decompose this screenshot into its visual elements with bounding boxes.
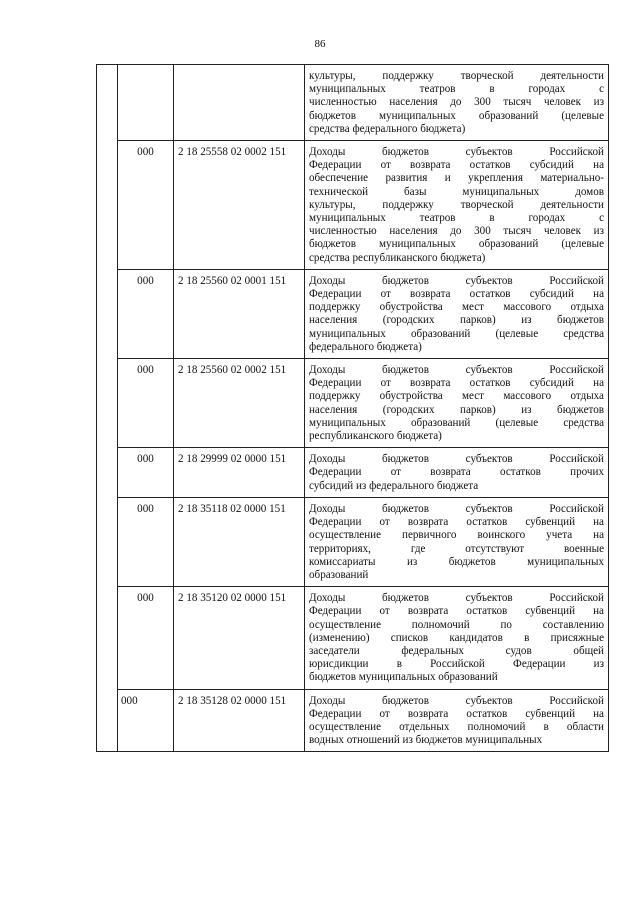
description-line: муниципальных образований (целевые средства xyxy=(309,416,604,429)
table-row xyxy=(97,65,609,141)
table-row xyxy=(97,269,609,358)
income-description-cell xyxy=(305,65,609,141)
admin-code-cell: 000 xyxy=(118,141,174,270)
description-line: Доходы бюджетов субъектов Российской xyxy=(309,694,604,707)
description-line: Доходы бюджетов субъектов Российской xyxy=(309,502,604,515)
description-line: муниципальных театров в городах с xyxy=(309,83,604,96)
description-line: субсидий из федерального бюджета xyxy=(309,479,479,492)
description-line: федерального бюджета) xyxy=(309,340,422,353)
table-row xyxy=(97,141,609,270)
description-line: республиканского бюджета) xyxy=(309,430,442,443)
income-description-cell xyxy=(305,141,609,270)
income-description-cell xyxy=(305,689,609,752)
description-line: поддержку обустройства мест массового отдыха xyxy=(309,390,604,403)
description-line: осуществление отдельных полномочий в области xyxy=(309,720,604,733)
description-line: культуры, поддержку творческой деятельности xyxy=(309,198,604,211)
description-line: численностью населения до 300 тысяч человек из xyxy=(309,96,604,109)
description-line: Доходы бюджетов субъектов Российской xyxy=(309,146,604,159)
table-row xyxy=(97,587,609,689)
table-row xyxy=(97,497,609,586)
income-description-cell xyxy=(305,269,609,358)
description-line: территориях, где отсутствуют военные xyxy=(309,542,604,555)
table-row xyxy=(97,689,609,752)
budget-classification-code-cell: 2 18 35120 02 0000 151 xyxy=(174,587,305,689)
income-description-cell xyxy=(305,587,609,689)
description-line: Доходы бюджетов субъектов Российской xyxy=(309,274,604,287)
description-line: Федерации от возврата остатков субвенций на xyxy=(309,605,604,618)
description-line: Доходы бюджетов субъектов Российской xyxy=(309,592,604,605)
admin-code-cell: 000 xyxy=(118,359,174,448)
description-line: численностью населения до 300 тысяч человек из xyxy=(309,225,604,238)
description-line: Федерации от возврата остатков субвенций на xyxy=(309,516,604,529)
left-margin-cell xyxy=(97,65,118,752)
description-line: комиссариаты из бюджетов муниципальных xyxy=(309,555,604,568)
description-line: Федерации от возврата остатков субсидий на xyxy=(309,288,604,301)
admin-code-cell: 000 xyxy=(118,587,174,689)
page-number: 86 xyxy=(314,38,326,50)
description-line: муниципальных театров в городах с xyxy=(309,212,604,225)
description-line: технической базы муниципальных домов xyxy=(309,185,604,198)
admin-code-cell: 000 xyxy=(118,269,174,358)
income-description-cell xyxy=(305,448,609,498)
admin-code-cell: 000 xyxy=(118,689,174,752)
table-body xyxy=(97,65,609,752)
description-line: поддержку обустройства мест массового отдыха xyxy=(309,301,604,314)
description-line: Федерации от возврата остатков субсидий на xyxy=(309,159,604,172)
income-description-cell xyxy=(305,497,609,586)
description-line: обеспечение развития и укрепления материально- xyxy=(309,172,604,185)
admin-code-cell xyxy=(118,65,174,141)
description-line: осуществление первичного воинского учета на xyxy=(309,529,604,542)
budget-classification-code-cell: 2 18 35128 02 0000 151 xyxy=(174,689,305,752)
description-line: средства республиканского бюджета) xyxy=(309,251,486,264)
description-line: населения (городских парков) из бюджетов xyxy=(309,314,604,327)
description-line: культуры, поддержку творческой деятельности xyxy=(309,70,604,82)
description-line: бюджетов муниципальных образований xyxy=(309,671,498,684)
budget-classification-code-cell: 2 18 25560 02 0001 151 xyxy=(174,269,305,358)
description-line: бюджетов муниципальных образований (целевые xyxy=(309,109,604,122)
table-row xyxy=(97,359,609,448)
budget-classification-code-cell: 2 18 25558 02 0002 151 xyxy=(174,141,305,270)
admin-code-cell: 000 xyxy=(118,497,174,586)
description-line: Федерации от возврата остатков субсидий на xyxy=(309,377,604,390)
table-row xyxy=(97,448,609,498)
description-line: (изменению) списков кандидатов в присяжные xyxy=(309,631,604,644)
description-line: образований xyxy=(309,568,369,581)
description-line: Федерации от возврата остатков прочих xyxy=(309,466,604,479)
income-description-cell xyxy=(305,359,609,448)
description-line: средства федерального бюджета) xyxy=(309,122,466,135)
description-line: муниципальных образований (целевые средства xyxy=(309,327,604,340)
description-line: заседатели федеральных судов общей xyxy=(309,644,604,657)
budget-classification-code-cell: 2 18 25560 02 0002 151 xyxy=(174,359,305,448)
description-line: населения (городских парков) из бюджетов xyxy=(309,403,604,416)
description-line: водных отношений из бюджетов муниципальных xyxy=(309,734,543,747)
budget-classification-code-cell xyxy=(174,65,305,141)
budget-classification-code-cell: 2 18 35118 02 0000 151 xyxy=(174,497,305,586)
description-line: Доходы бюджетов субъектов Российской xyxy=(309,453,604,466)
description-line: бюджетов муниципальных образований (целевые xyxy=(309,238,604,251)
description-line: Федерации от возврата остатков субвенций на xyxy=(309,707,604,720)
description-line: Доходы бюджетов субъектов Российской xyxy=(309,364,604,377)
budget-classification-code-cell: 2 18 29999 02 0000 151 xyxy=(174,448,305,498)
description-line: юрисдикции в Российской Федерации из xyxy=(309,658,604,671)
admin-code-cell: 000 xyxy=(118,448,174,498)
revenue-codes-table xyxy=(96,64,609,752)
description-line: осуществление полномочий по составлению xyxy=(309,618,604,631)
